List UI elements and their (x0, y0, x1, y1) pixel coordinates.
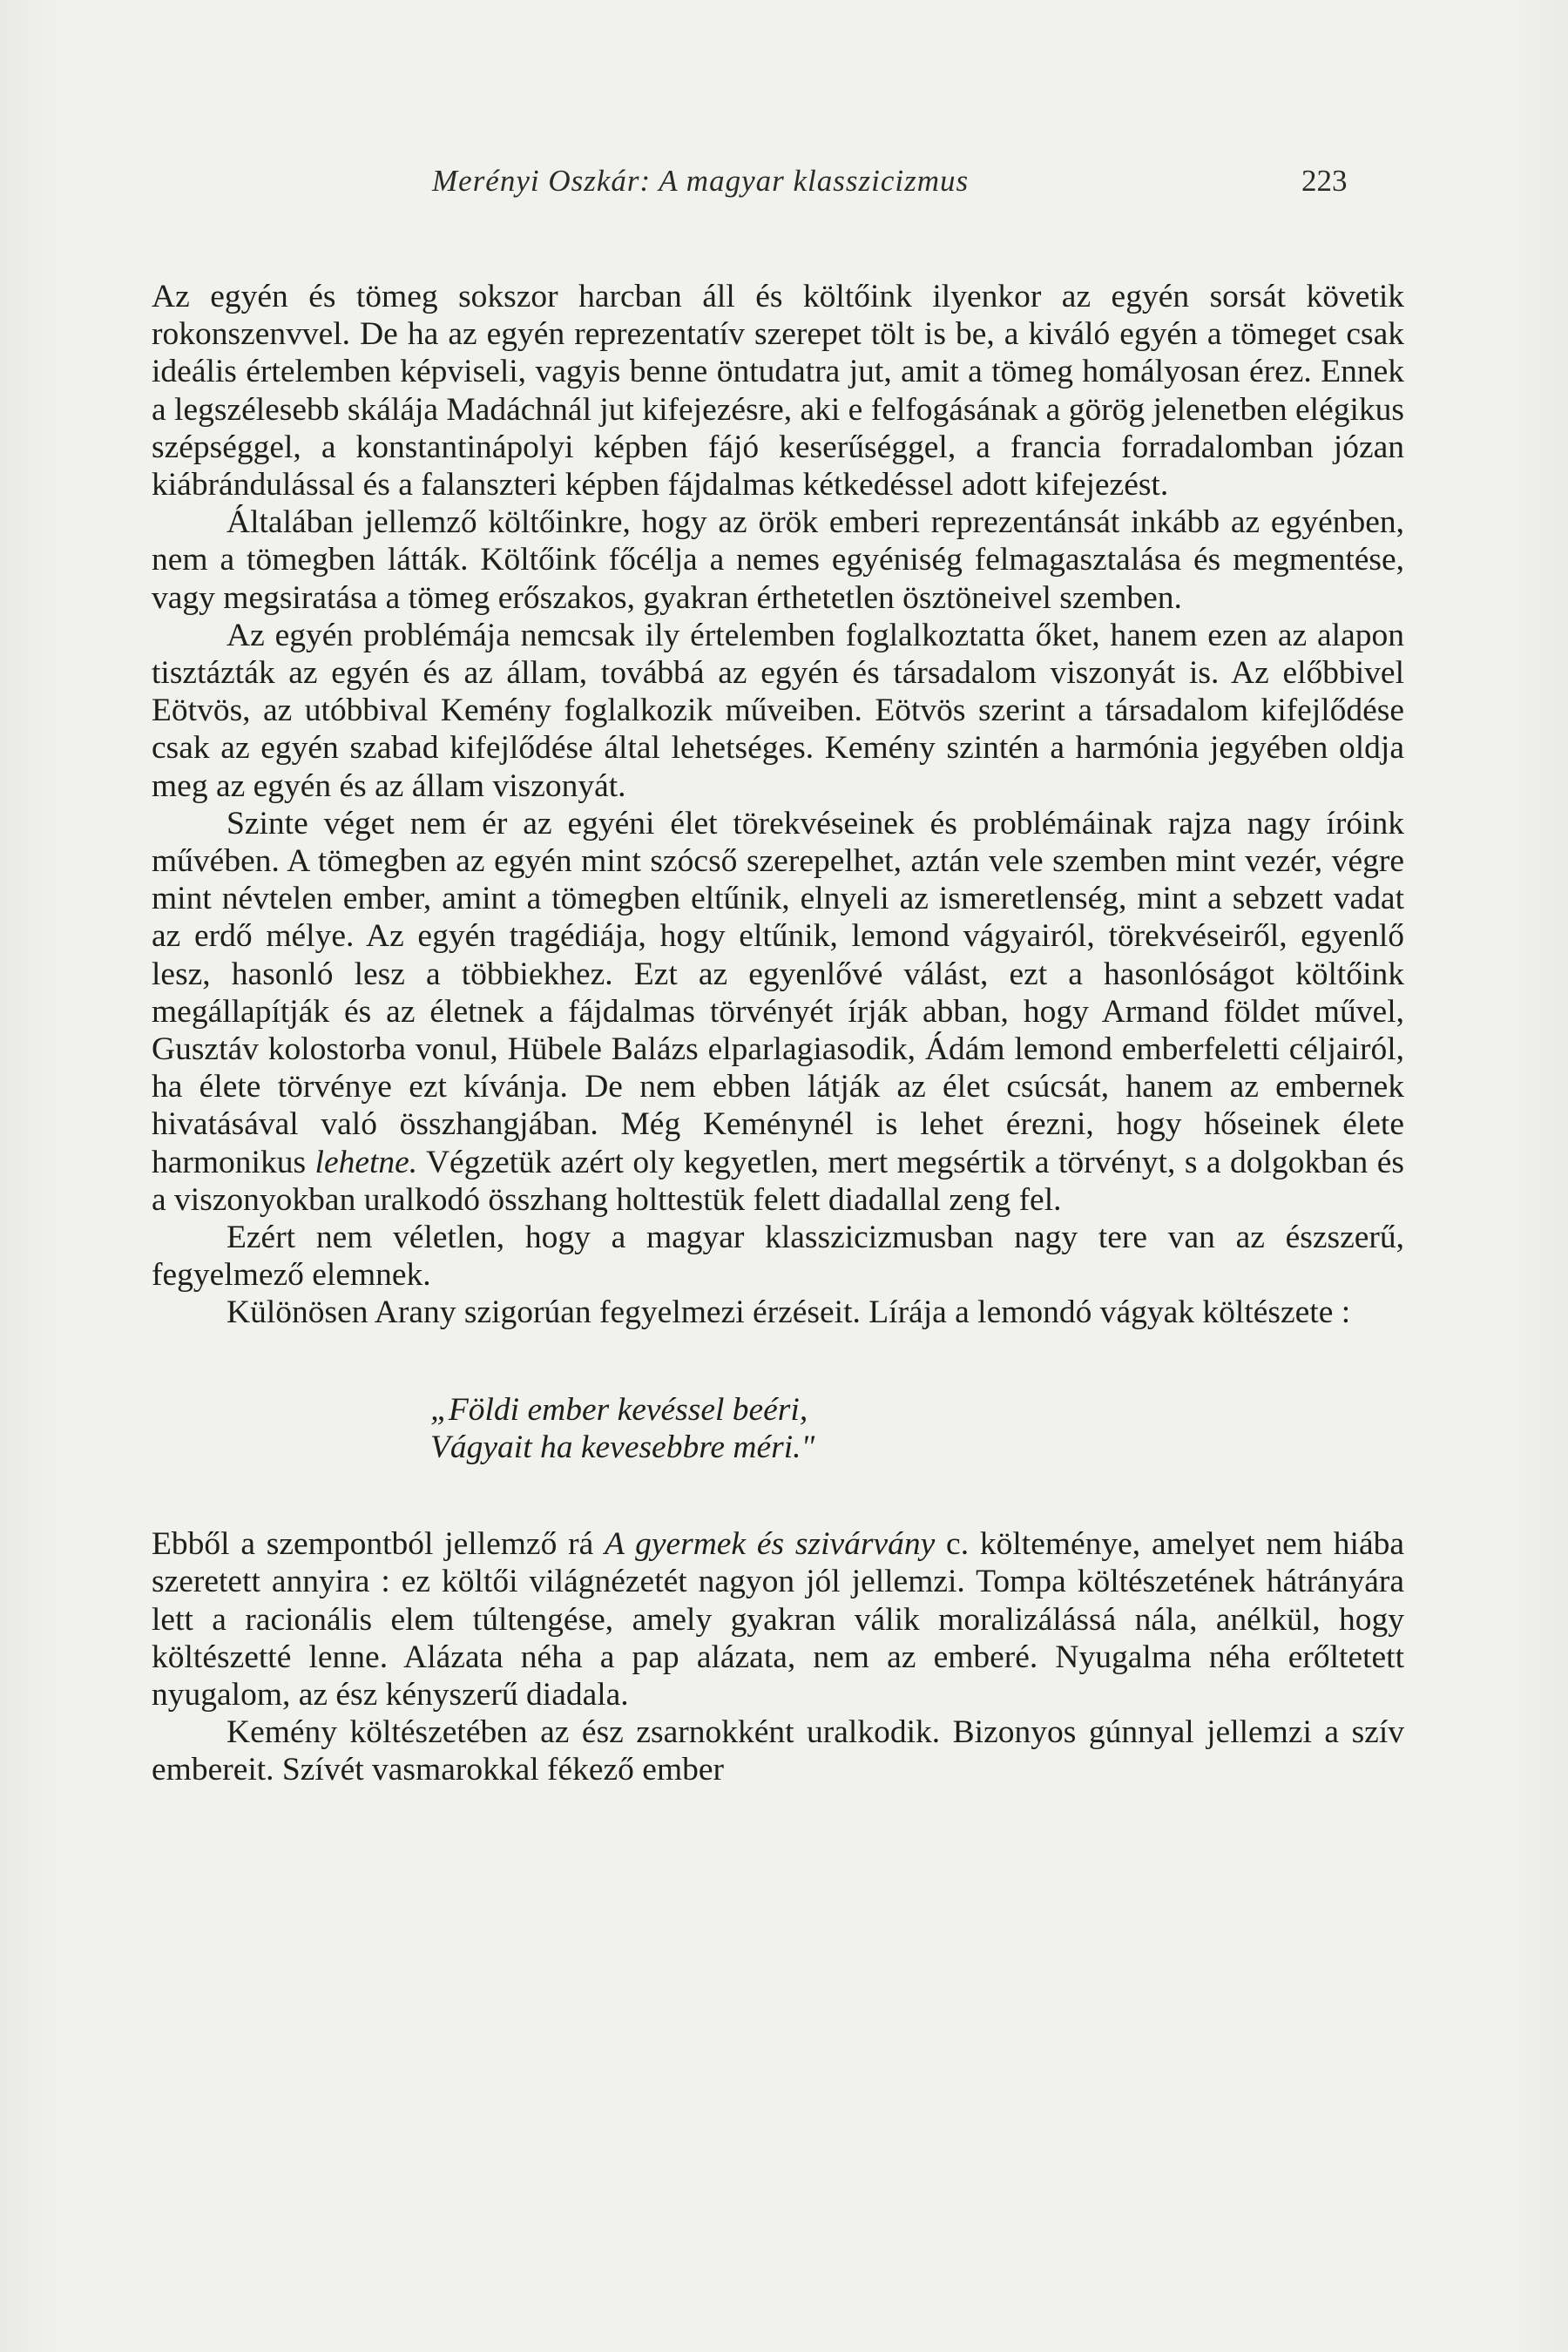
paragraph-7-text-a: Ebből a szempontból jellemző rá (152, 1526, 605, 1563)
paragraph-7-text-b: c. költeménye, amelyet nem hiába szeretett annyira : ez költői világnézetét nagyon jól jellemzi. Tompa költészetének hátrányára lett a racionális elem túltengése, amely gyakran válik moralizálássá nála, anélkül, hogy költészetté lenne. Alázata néha a pap alázata, nem az emberé. Nyugalma néha erőltetett nyugalom, az ész kényszerű diadala. (152, 1526, 1404, 1713)
running-head-title: Merényi Oszkár: A magyar klasszicizmus (432, 164, 970, 198)
page-number: 223 (1301, 164, 1348, 198)
paragraph-3: Az egyén problémája nemcsak ily értelemben foglalkoztatta őket, hanem ezen az alapon tisztázták az egyén és az állam, továbbá az egyén és társadalom viszonyát is. Az előbbivel Eötvös, az utóbbival Kemény foglalkozik műveiben. Eötvös szerint a társadalom kifejlődése csak az egyén szabad kifejlődése által lehetséges. Kemény szintén a harmónia jegyében oldja meg az egyén és az állam viszonyát. (152, 617, 1404, 804)
paragraph-8: Kemény költészetében az ész zsarnokként uralkodik. Bizonyos gúnnyal jellemzi a szív embereit. Szívét vasmarokkal fékező ember (152, 1714, 1404, 1788)
verse-line-2: Vágyait ha kevesebbre méri." (430, 1429, 815, 1465)
body-text (152, 278, 1404, 1789)
paragraph-2: Általában jellemző költőinkre, hogy az örök emberi reprezentánsát inkább az egyénben, nem a tömegben látták. Költőink főcélja a nemes egyéniség felmagasztalása és megmentése, vagy megsiratása a tömeg erőszakos, gyakran érthetetlen ösztöneivel szemben. (152, 504, 1404, 616)
paragraph-4-text-a: Szinte véget nem ér az egyéni élet törekvéseinek és problémáinak rajza nagy íróink művében. A tömegben az egyén mint szócső szerepelhet, aztán vele szemben mint vezér, végre mint névtelen ember, amint a tömegben eltűnik, elnyeli az ismeretlenség, mint a sebzett vadat az erdő mélye. Az egyén tragédiája, hogy eltűnik, lemond vágyairól, törekvéseiről, egyenlő lesz, hasonló lesz a többiekhez. Ezt az egyenlővé válást, ezt a hasonlóságot költőink megállapítják és az életnek a fájdalmas törvényét írják abban, hogy Armand földet művel, Gusztáv kolostorba vonul, Hübele Balázs elparlagiasodik, Ádám lemond emberfeletti céljairól, ha élete törvénye ezt kívánja. De nem ebben látják az élet csúcsát, hanem az embernek hivatásával való összhangjában. Még Keménynél is lehet érezni, hogy hőseinek élete harmonikus (152, 805, 1404, 1180)
verse-quote (430, 1391, 1404, 1466)
paragraph-7 (152, 1525, 1404, 1713)
paragraph-4-text-b: Végzetük azért oly kegyetlen, mert megsértik a törvényt, s a dolgokban és a viszonyokban uralkodó összhang holttestük felett diadallal zeng fel. (152, 1144, 1404, 1218)
paragraph-6: Különösen Arany szigorúan fegyelmezi érzéseit. Lírája a lemondó vágyak költészete : (226, 1294, 1351, 1331)
paragraph-5: Ezért nem véletlen, hogy a magyar klasszicizmusban nagy tere van az észszerű, fegyelmező elemnek. (152, 1220, 1404, 1294)
paragraph-1: Az egyén és tömeg sokszor harcban áll és költőink ilyenkor az egyén sorsát követik rokonszenvvel. De ha az egyén reprezentatív szerepet tölt is be, a kiváló egyén a tömeget csak ideális értelemben képviseli, vagyis benne öntudatra jut, amit a tömeg homályosan érez. Ennek a legszélesebb skálája Madáchnál jut kifejezésre, aki e felfogásának a görög jelenetben elégikus szépséggel, a konstantinápolyi képben fájó keserűséggel, a francia forradalomban józan kiábrándulással és a falanszteri képben fájdalmas kétkedéssel adott kifejezést. (152, 279, 1404, 504)
verse-line-1: „Földi ember kevéssel beéri, (430, 1391, 808, 1428)
paragraph-4 (152, 805, 1404, 1219)
paragraph-7-poem-title: A gyermek és szivárvány (605, 1526, 936, 1563)
paragraph-4-emphasis: lehetne. (314, 1144, 418, 1180)
